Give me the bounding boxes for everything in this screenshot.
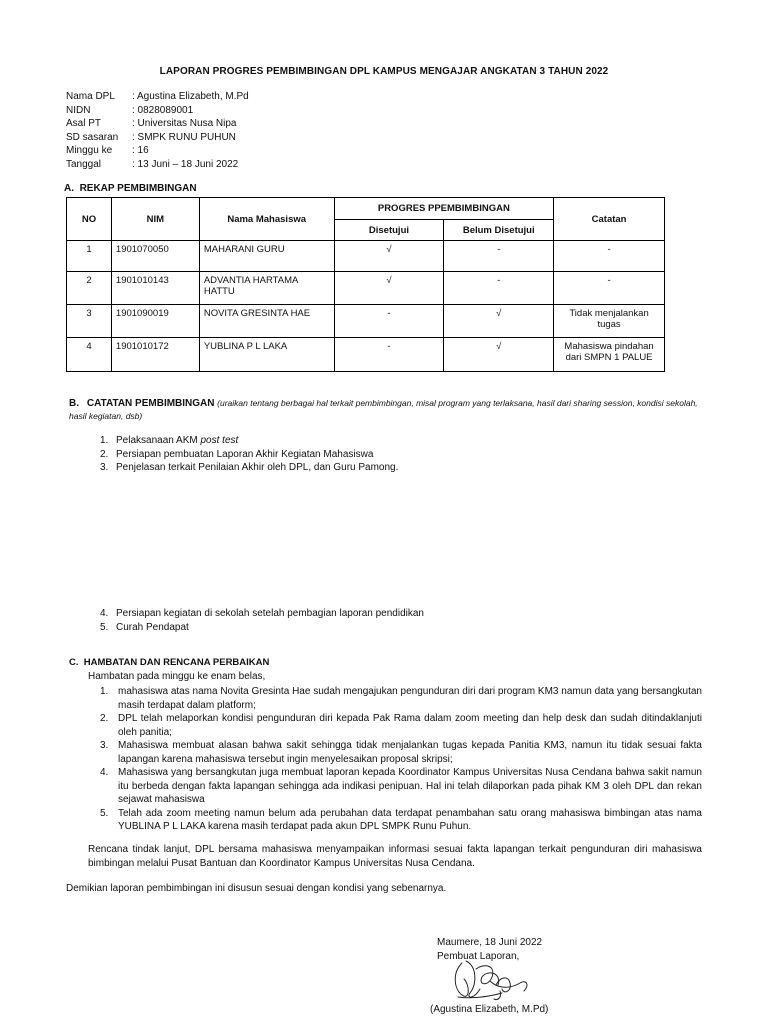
- item-number: 2.: [100, 713, 109, 724]
- item-text: Persiapan pembuatan Laporan Akhir Kegiatan Mahasiswa: [116, 448, 374, 460]
- meta-row: [66, 131, 249, 145]
- identity-block: [66, 90, 249, 172]
- meta-value: : Universitas Nusa Nipa: [132, 118, 237, 130]
- meta-value: : 13 Juni – 18 Juni 2022: [132, 158, 239, 170]
- cell-nim: 1901010172: [111, 338, 199, 372]
- cell-catatan: -: [554, 272, 665, 305]
- cell-nama: ADVANTIA HARTAMA HATTU: [199, 272, 334, 305]
- hambatan-intro: Hambatan pada minggu ke enam belas,: [88, 671, 266, 682]
- section-b-heading: [69, 397, 709, 423]
- list-item: [100, 712, 702, 739]
- item-number: 4.: [100, 608, 109, 619]
- rekap-table: [66, 197, 665, 372]
- hambatan-list: [100, 685, 702, 834]
- cell-nama: MAHARANI GURU: [199, 241, 334, 272]
- list-item: [100, 685, 702, 712]
- section-label: REKAP PEMBIMBINGAN: [79, 183, 197, 194]
- item-text: Persiapan kegiatan di sekolah setelah pembagian laporan pendidikan: [116, 608, 424, 619]
- signature-role: Pembuat Laporan,: [437, 950, 520, 962]
- signature-name: (Agustina Elizabeth, M.Pd): [430, 1004, 549, 1015]
- table-row: [67, 241, 665, 272]
- cell-disetujui: -: [334, 338, 444, 372]
- cell-nama: YUBLINA P L LAKA: [199, 338, 334, 372]
- cell-catatan: Mahasiswa pindahan dari SMPN 1 PALUE: [554, 338, 665, 372]
- table-row: [67, 338, 665, 372]
- section-prefix: C.: [69, 657, 79, 668]
- meta-key: Minggu ke: [66, 145, 113, 157]
- meta-value: : SMPK RUNU PUHUN: [132, 131, 236, 143]
- header-nim: NIM: [111, 198, 199, 241]
- item-text: Mahasiswa membuat alasan bahwa sakit sehingga tidak menjalankan tugas kepada Panitia KM3, namun itu tidak sesuai fakta lapangan karena mahasiswa tersebut ingin menyelesaikan proposal skripsi;: [118, 740, 702, 765]
- table-header-row: [67, 198, 665, 220]
- cell-belum: √: [444, 305, 554, 338]
- item-text: Pelaksanaan AKM: [116, 435, 201, 446]
- closing-statement: Demikian laporan pembimbingan ini disusun sesuai dengan kondisi yang sebenarnya.: [66, 883, 447, 894]
- item-number: 2.: [100, 448, 109, 460]
- cell-belum: -: [444, 272, 554, 305]
- cell-nim: 1901070050: [111, 241, 199, 272]
- cell-no: 4: [67, 338, 112, 372]
- list-item: [100, 807, 702, 834]
- rencana-paragraph: Rencana tindak lanjut, DPL bersama mahasiswa menyampaikan informasi sesuai fakta lapangan terkait pengunduran diri mahasiswa bimbingan melalui Pusat Bantuan dan Koordinator Kampus Universitas Nusa Cendana.: [88, 844, 702, 869]
- meta-value: : Agustina Elizabeth, M.Pd: [132, 91, 249, 102]
- item-number: 3.: [100, 462, 109, 473]
- report-title: LAPORAN PROGRES PEMBIMBINGAN DPL KAMPUS MENGAJAR ANGKATAN 3 TAHUN 2022: [159, 66, 609, 77]
- list-item: [100, 607, 424, 621]
- meta-row: [66, 117, 249, 131]
- header-belum: Belum Disetujui: [444, 220, 554, 241]
- cell-nim: 1901010143: [111, 272, 199, 305]
- cell-catatan: -: [554, 241, 665, 272]
- signature-place-date: Maumere, 18 Juni 2022: [437, 937, 543, 948]
- item-number: 1.: [100, 686, 109, 697]
- item-text: DPL telah melaporkan kondisi pengunduran diri kepada Pak Rama dalam zoom meeting dan help desk dan sudah ditindaklanjuti oleh panitia;: [118, 713, 702, 738]
- cell-no: 1: [67, 241, 112, 272]
- section-c-heading: [69, 657, 269, 668]
- header-disetujui: Disetujui: [334, 220, 444, 241]
- header-nama: Nama Mahasiswa: [199, 198, 334, 241]
- list-item: [100, 739, 702, 766]
- cell-disetujui: √: [334, 272, 444, 305]
- table-row: [67, 305, 665, 338]
- section-prefix: B.: [69, 398, 79, 409]
- item-text: Telah ada zoom meeting namun belum ada perubahan data terdapat penambahan satu orang mahasiswa bimbingan atas nama YUBLINA P L LAKA karena masih terdapat pada akun DPL SMPK Runu Puhun.: [118, 807, 702, 832]
- item-number: 5.: [100, 621, 109, 633]
- cell-catatan: Tidak menjalankan tugas: [554, 305, 665, 338]
- cell-nama: NOVITA GRESINTA HAE: [199, 305, 334, 338]
- meta-key: Nama DPL: [66, 91, 115, 102]
- item-number: 1.: [100, 435, 109, 446]
- list-item: [100, 461, 398, 475]
- meta-row: [66, 158, 249, 172]
- catatan-list: [100, 434, 398, 475]
- item-number: 4.: [100, 767, 109, 778]
- cell-no: 2: [67, 272, 112, 305]
- item-emphasis: post test: [200, 435, 239, 446]
- meta-key: SD sasaran: [66, 131, 119, 143]
- item-text: Penjelasan terkait Penilaian Akhir oleh DPL, dan Guru Pamong.: [116, 462, 399, 473]
- cell-belum: -: [444, 241, 554, 272]
- cell-belum: √: [444, 338, 554, 372]
- meta-key: Asal PT: [66, 118, 102, 130]
- catatan-list-continued: [100, 607, 424, 634]
- item-text: Curah Pendapat: [116, 621, 189, 633]
- header-no: NO: [67, 198, 112, 241]
- item-text: Mahasiswa yang bersangkutan juga membuat laporan kepada Koordinator Kampus Universitas Nusa Cendana bahwa sakit namun itu berbeda dengan fakta lapangan sehingga ada indikasi penipuan. Hal ini telah dilaporkan pada pihak KM 3 oleh DPL dan rekan sejawat mahasiswa: [118, 767, 702, 805]
- header-progres: PROGRES PPEMBIMBINGAN: [334, 198, 554, 220]
- meta-value: : 16: [132, 145, 149, 157]
- item-number: 3.: [100, 740, 109, 751]
- meta-key: Tanggal: [66, 158, 102, 170]
- handwritten-signature: [440, 955, 550, 1007]
- list-item: [100, 766, 702, 807]
- meta-row: [66, 90, 249, 104]
- meta-value: : 0828089001: [132, 104, 194, 116]
- item-number: 5.: [100, 807, 109, 819]
- section-prefix: A.: [64, 183, 74, 194]
- table-row: [67, 272, 665, 305]
- list-item: [100, 621, 424, 635]
- section-description: (uraikan tentang berbagai hal terkait pembimbingan, misal program yang terlaksana, hasil dari sharing session, kondisi sekolah, hasil kegiatan, dsb): [69, 398, 698, 421]
- section-label: HAMBATAN DAN RENCANA PERBAIKAN: [83, 657, 270, 668]
- meta-row: [66, 144, 249, 158]
- cell-disetujui: -: [334, 305, 444, 338]
- item-text: mahasiswa atas nama Novita Gresinta Hae sudah mengajukan pengunduran diri dari program KM3 namun data yang bersangkutan masih terdapat dalam platform;: [118, 686, 702, 711]
- cell-disetujui: √: [334, 241, 444, 272]
- cell-no: 3: [67, 305, 112, 338]
- header-catatan: Catatan: [554, 198, 665, 241]
- section-a-heading: [64, 183, 197, 194]
- meta-row: [66, 104, 249, 118]
- list-item: [100, 448, 398, 462]
- section-label: CATATAN PEMBIMBINGAN: [86, 398, 215, 409]
- meta-key: NIDN: [66, 104, 91, 116]
- list-item: [100, 434, 398, 448]
- cell-nim: 1901090019: [111, 305, 199, 338]
